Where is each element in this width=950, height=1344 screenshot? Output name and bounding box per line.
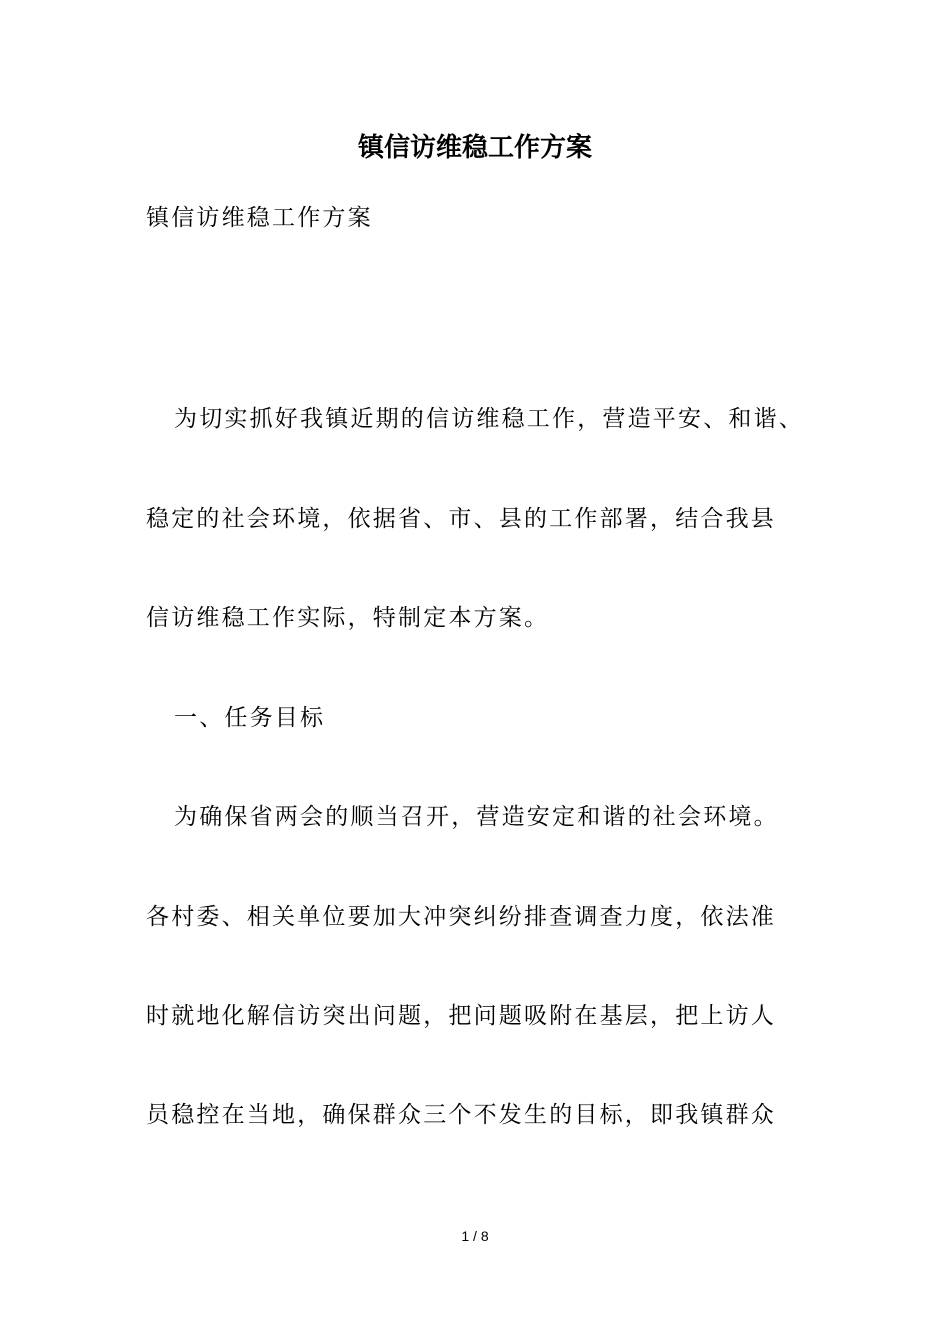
paragraph-line: 各村委、相关单位要加大冲突纠纷排查调查力度，依法准: [146, 904, 776, 930]
paragraph-line: 信访维稳工作实际，特制定本方案。: [146, 605, 550, 631]
paragraph-line: 时就地化解信访突出问题，把问题吸附在基层，把上访人: [146, 1003, 776, 1029]
page-number: 1 / 8: [461, 1228, 489, 1244]
document-title: 镇信访维稳工作方案: [357, 133, 592, 163]
document-subtitle: 镇信访维稳工作方案: [146, 205, 373, 231]
paragraph-line: 稳定的社会环境，依据省、市、县的工作部署，结合我县: [146, 506, 776, 532]
section-heading: 一、任务目标: [174, 705, 326, 731]
paragraph-line: 员稳控在当地，确保群众三个不发生的目标，即我镇群众: [146, 1102, 776, 1128]
paragraph-line: 为确保省两会的顺当召开，营造安定和谐的社会环境。: [174, 804, 779, 830]
paragraph-line: 为切实抓好我镇近期的信访维稳工作，营造平安、和谐、: [174, 406, 804, 432]
